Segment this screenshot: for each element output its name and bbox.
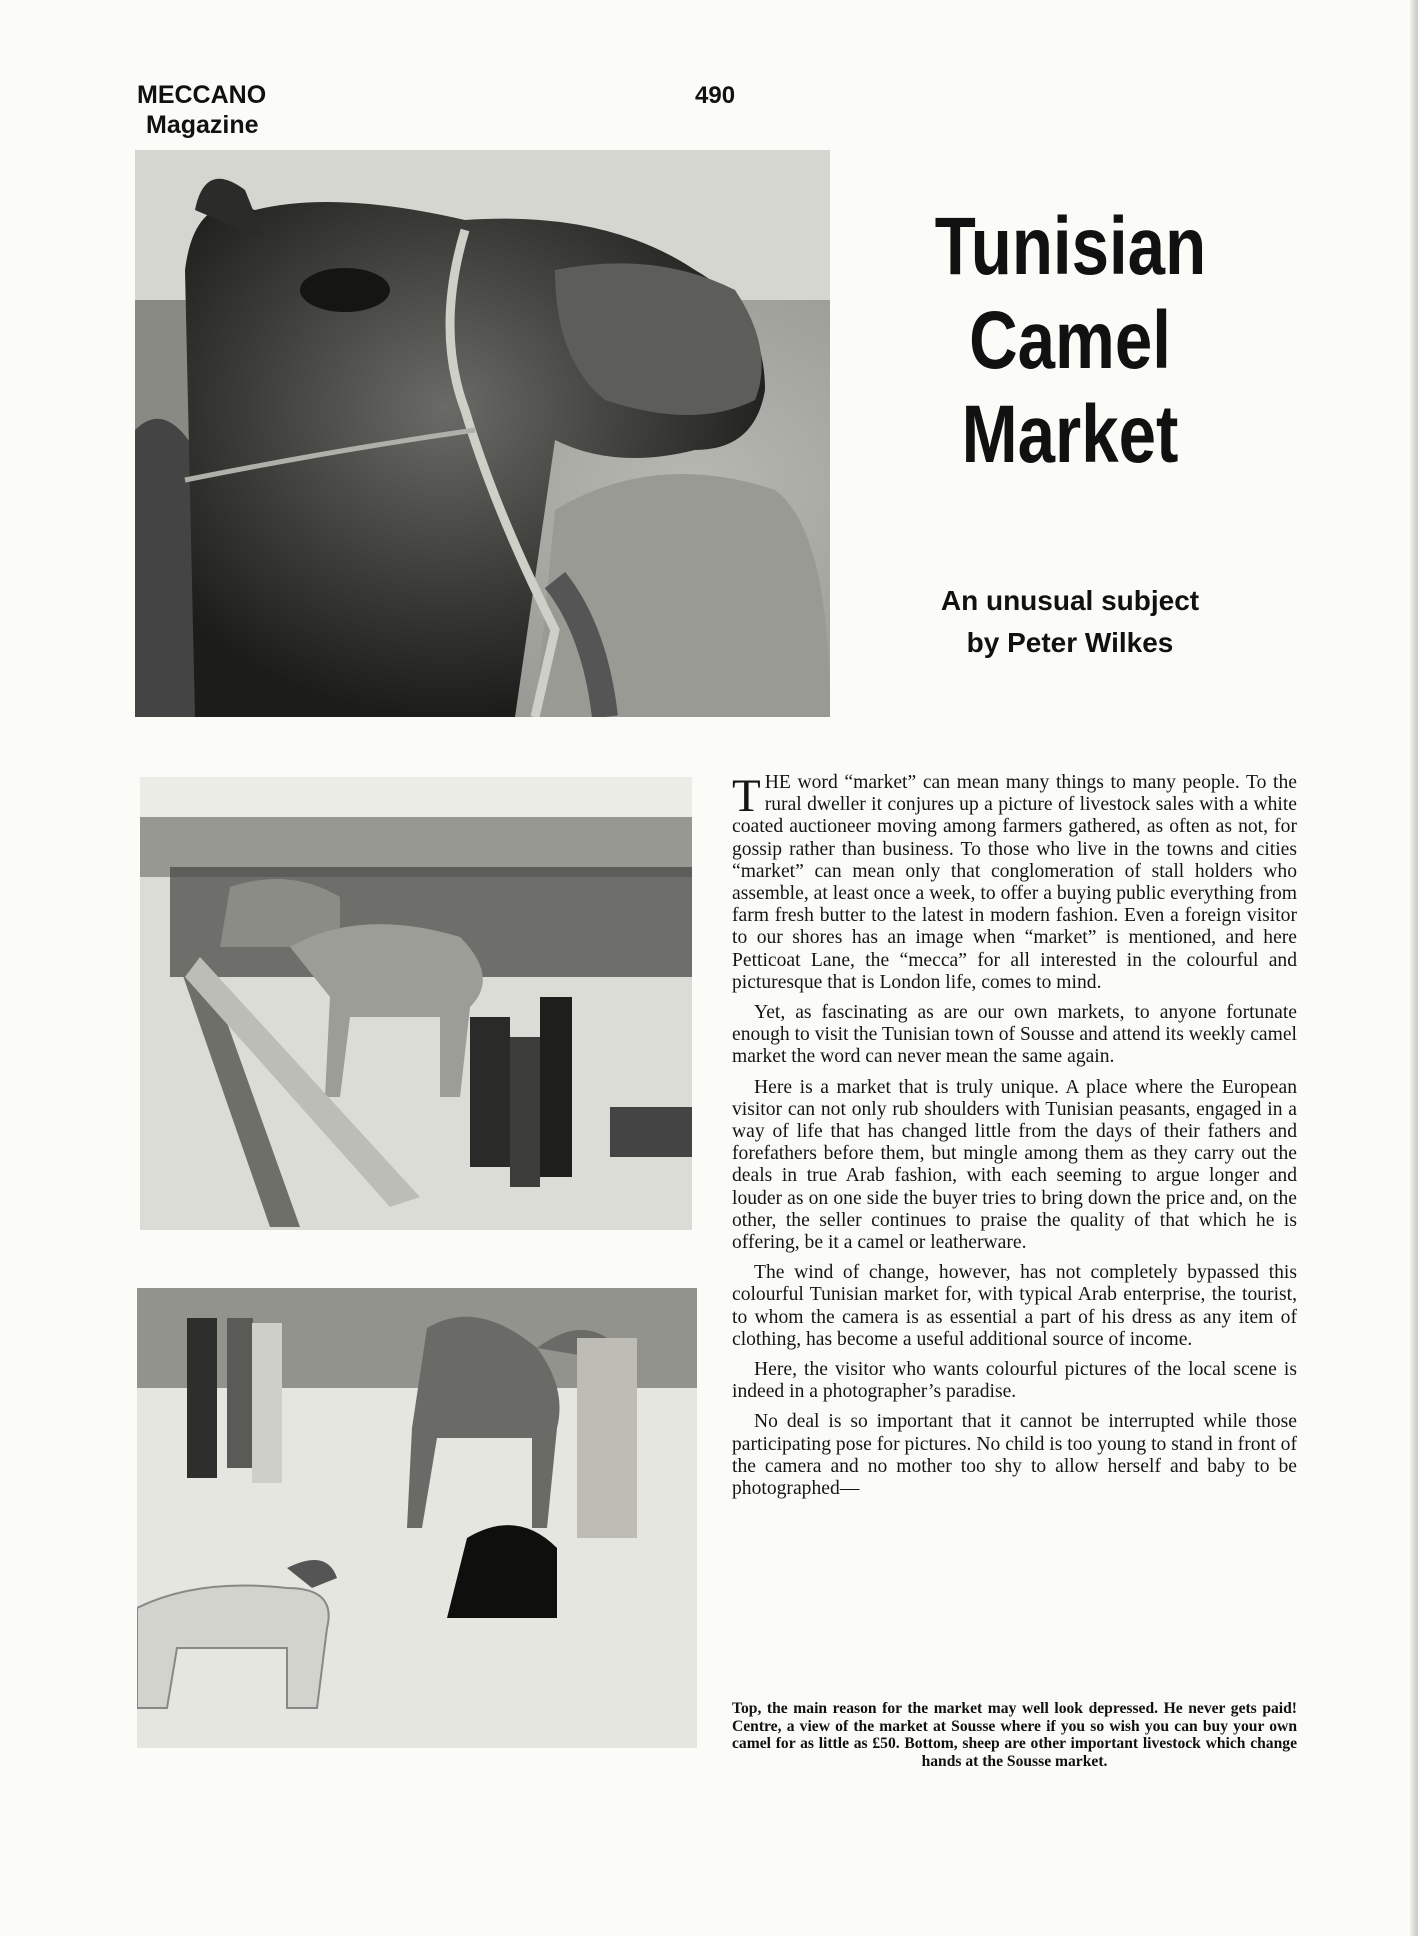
camel-head-image — [135, 150, 830, 717]
subtitle-line1: An unusual subject — [940, 585, 1200, 616]
sheep-market-photo — [137, 1288, 697, 1748]
masthead — [137, 80, 266, 140]
page-edge-shadow — [1410, 0, 1418, 1936]
masthead-line2: Magazine — [146, 111, 259, 139]
title-line1: Tunisian — [934, 201, 1207, 292]
camel-head-photo — [135, 150, 830, 717]
paragraph-1 — [732, 772, 1297, 994]
masthead-line1: MECCANO — [137, 81, 267, 109]
page-number: 490 — [695, 82, 736, 109]
subtitle — [905, 580, 1235, 664]
market-crowd-photo — [140, 777, 692, 1230]
article-body — [732, 772, 1297, 1508]
photo-caption: Top, the main reason for the market may well look depressed. He never gets paid! Centre, a view of the market at Sousse where if you so wish you can buy your own camel for as little as £50. Bottom, sheep are other important livestock which change hands at the Sousse market. — [732, 1700, 1297, 1770]
title-line3: Market — [961, 389, 1179, 480]
paragraph-1-text: HE word “market” can mean many things to many people. To the rural dweller it conjures up a picture of livestock sales with a white coated auctioneer moving among farmers gathered, as often as not, for gossip rather than business. To those who live in the towns and cities “market” can mean only that conglomeration of stall holders who assemble, at least once a week, to offer a buying public everything from farm fresh butter to the latest in modern fashion. Even a foreign visitor to our shores has an image when “market” is mentioned, and here Petticoat Lane, the “mecca” for all interested in the colourful and picturesque that is London life, comes to mind. — [732, 772, 1297, 993]
paragraph-3: Here is a market that is truly unique. A place where the European visitor can not only rub shoulders with Tunisian peasants, engaged in a way of life that has changed little from the days of their fathers and forefathers before them, but mingle among them as they carry out the deals in true Arab fashion, with each seeming to argue longer and louder as on one side the buyer tries to bring down the price and, on the other, the seller continues to praise the quality of that which he is offering, be it a camel or leatherware. — [732, 1076, 1297, 1254]
paragraph-2: Yet, as fascinating as are our own markets, to anyone fortunate enough to visit the Tunisian town of Sousse and attend its weekly camel market the word can never mean the same again. — [732, 1002, 1297, 1068]
title-line2: Camel — [969, 295, 1171, 386]
paragraph-6: No deal is so important that it cannot be interrupted while those participating pose for pictures. No child is too young to stand in front of the camera and no mother too shy to allow herself and baby to be photographed— — [732, 1411, 1297, 1500]
drop-cap: T — [732, 770, 761, 822]
sheep-market-image — [137, 1288, 697, 1748]
paragraph-5: Here, the visitor who wants colourful pictures of the local scene is indeed in a photographer’s paradise. — [732, 1359, 1297, 1403]
article-title — [935, 200, 1206, 482]
byline: by Peter Wilkes — [966, 627, 1174, 658]
paragraph-4: The wind of change, however, has not completely bypassed this colourful Tunisian market for, with typical Arab enterprise, the tourist, to whom the camera is as essential a part of his dress as any item of clothing, has become a useful additional source of income. — [732, 1262, 1297, 1350]
market-crowd-image — [140, 777, 692, 1230]
